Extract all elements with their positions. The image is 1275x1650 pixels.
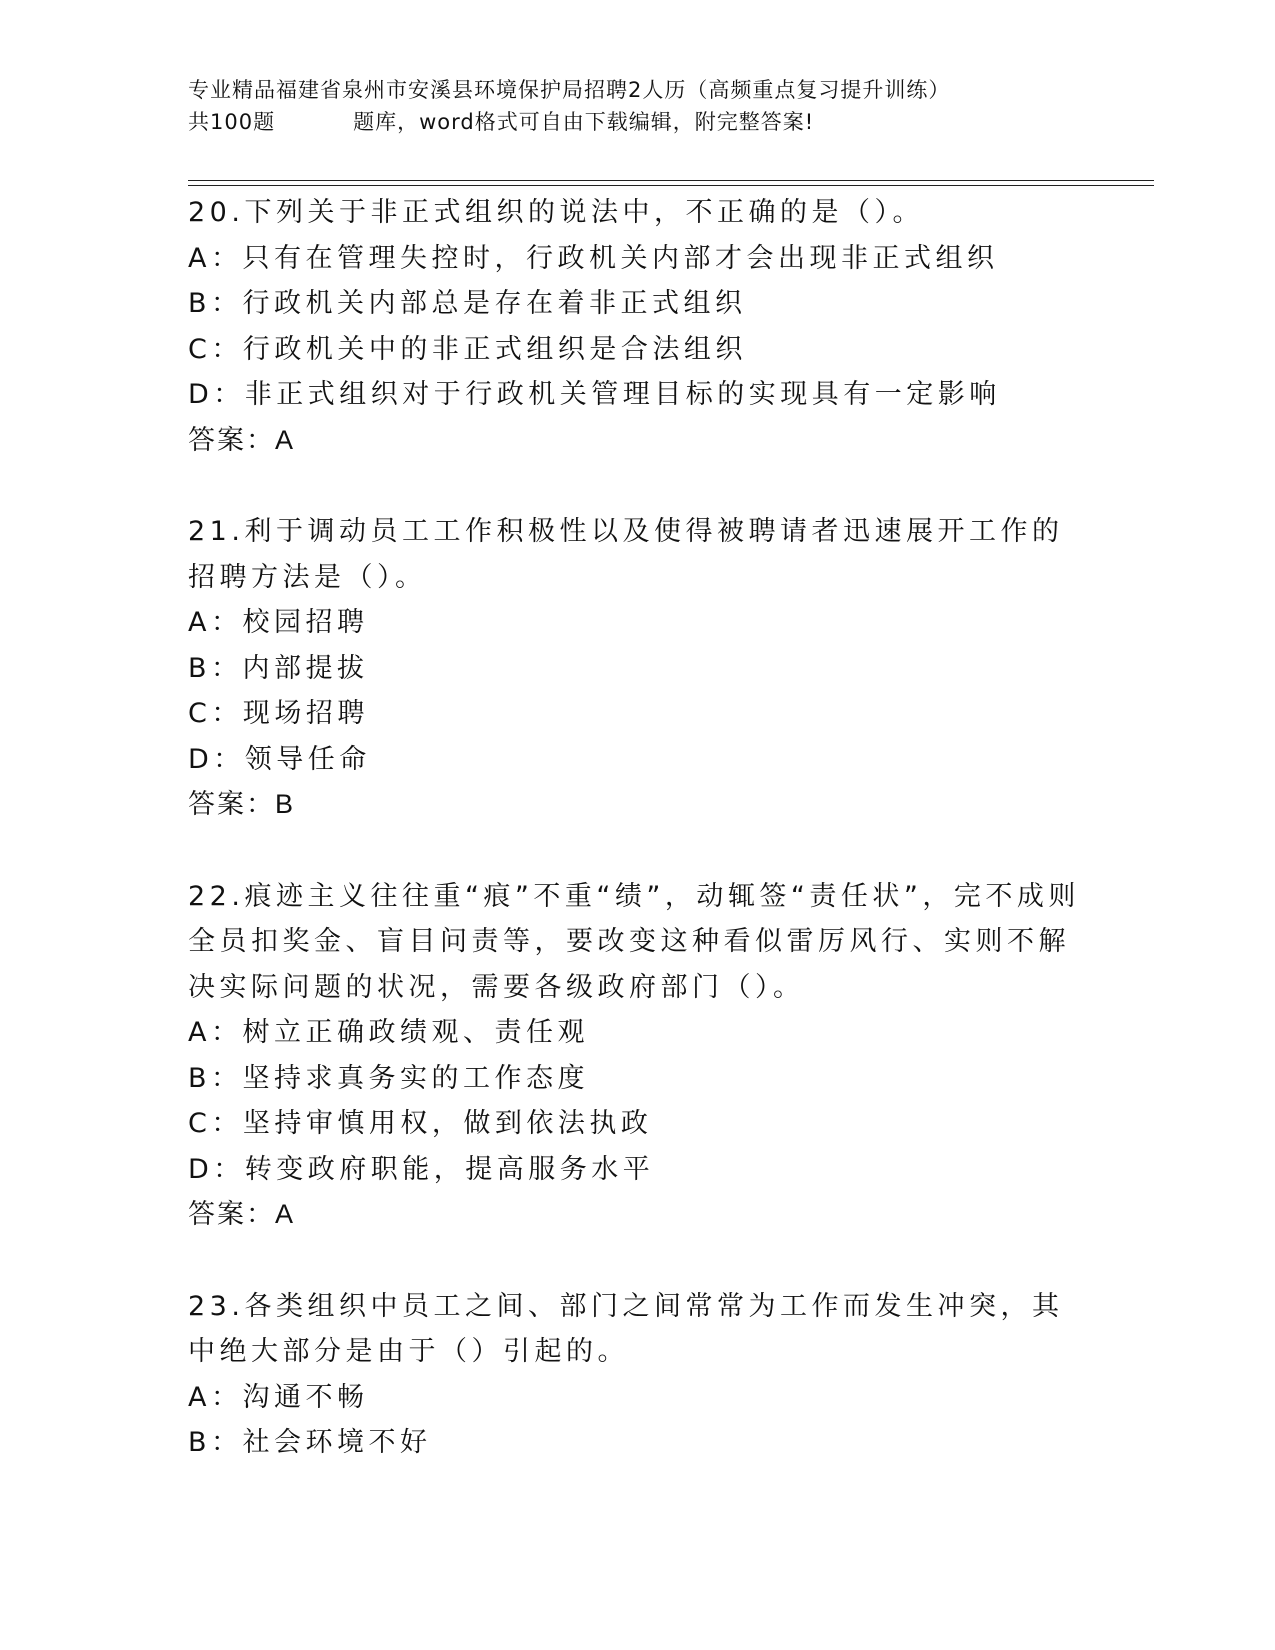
answer-value: A — [275, 424, 294, 455]
question-list — [188, 190, 1088, 1512]
question-23 — [188, 1284, 1088, 1466]
answer-label: 答案： — [188, 1199, 275, 1229]
answer-value: B — [275, 789, 294, 819]
question-stem: 21.利于调动员工工作积极性以及使得被聘请者迅速展开工作的招聘方法是（）。 — [188, 516, 1064, 593]
answer-label: 答案： — [188, 424, 275, 455]
header-subtitle-line — [188, 106, 1068, 138]
header-divider-top — [188, 180, 1154, 181]
answer-line — [188, 782, 1088, 828]
question-stem: 22.痕迹主义往往重“痕”不重“绩”，动辄签“责任状”，完不成则全员扣奖金、盲目问责等，要改变这种看似雷厉风行、实则不解决实际问题的状况，需要各级政府部门（）。 — [188, 880, 1080, 1003]
option-c: C：现场招聘 — [188, 698, 369, 729]
option-d: D：领导任命 — [188, 743, 371, 775]
question-22 — [188, 874, 1088, 1238]
header-question-count: 共100题 — [188, 110, 276, 134]
option-d: D：非正式组织对于行政机关管理目标的实现具有一定影响 — [188, 379, 1001, 410]
answer-line — [188, 418, 1088, 464]
answer-label: 答案： — [188, 789, 275, 819]
header-description: 题库，word格式可自由下载编辑，附完整答案! — [353, 110, 815, 134]
question-stem: 23.各类组织中员工之间、部门之间常常为工作而发生冲突，其中绝大部分是由于（）引起的。 — [188, 1290, 1064, 1367]
option-b: B：社会环境不好 — [188, 1427, 432, 1458]
option-b: B：内部提拔 — [188, 652, 369, 684]
question-stem: 20.下列关于非正式组织的说法中，不正确的是（）。 — [188, 197, 924, 228]
option-a: A：只有在管理失控时，行政机关内部才会出现非正式组织 — [188, 242, 999, 274]
header-spacer — [275, 106, 353, 138]
option-d: D：转变政府职能，提高服务水平 — [188, 1153, 655, 1185]
answer-value: A — [275, 1199, 294, 1229]
option-c: C：坚持审慎用权，做到依法执政 — [188, 1108, 653, 1139]
option-b: B：坚持求真务实的工作态度 — [188, 1062, 590, 1094]
header-title-line: 专业精品福建省泉州市安溪县环境保护局招聘2人历（高频重点复习提升训练） — [188, 78, 951, 102]
question-21 — [188, 509, 1088, 828]
option-a: A：校园招聘 — [188, 607, 369, 638]
option-a: A：沟通不畅 — [188, 1381, 369, 1413]
option-b: B：行政机关内部总是存在着非正式组织 — [188, 288, 747, 319]
option-c: C：行政机关中的非正式组织是合法组织 — [188, 333, 747, 365]
header-divider-bottom — [188, 185, 1154, 186]
document-header — [188, 74, 1068, 138]
answer-line — [188, 1192, 1088, 1238]
option-a: A：树立正确政绩观、责任观 — [188, 1017, 589, 1048]
question-20 — [188, 190, 1088, 463]
